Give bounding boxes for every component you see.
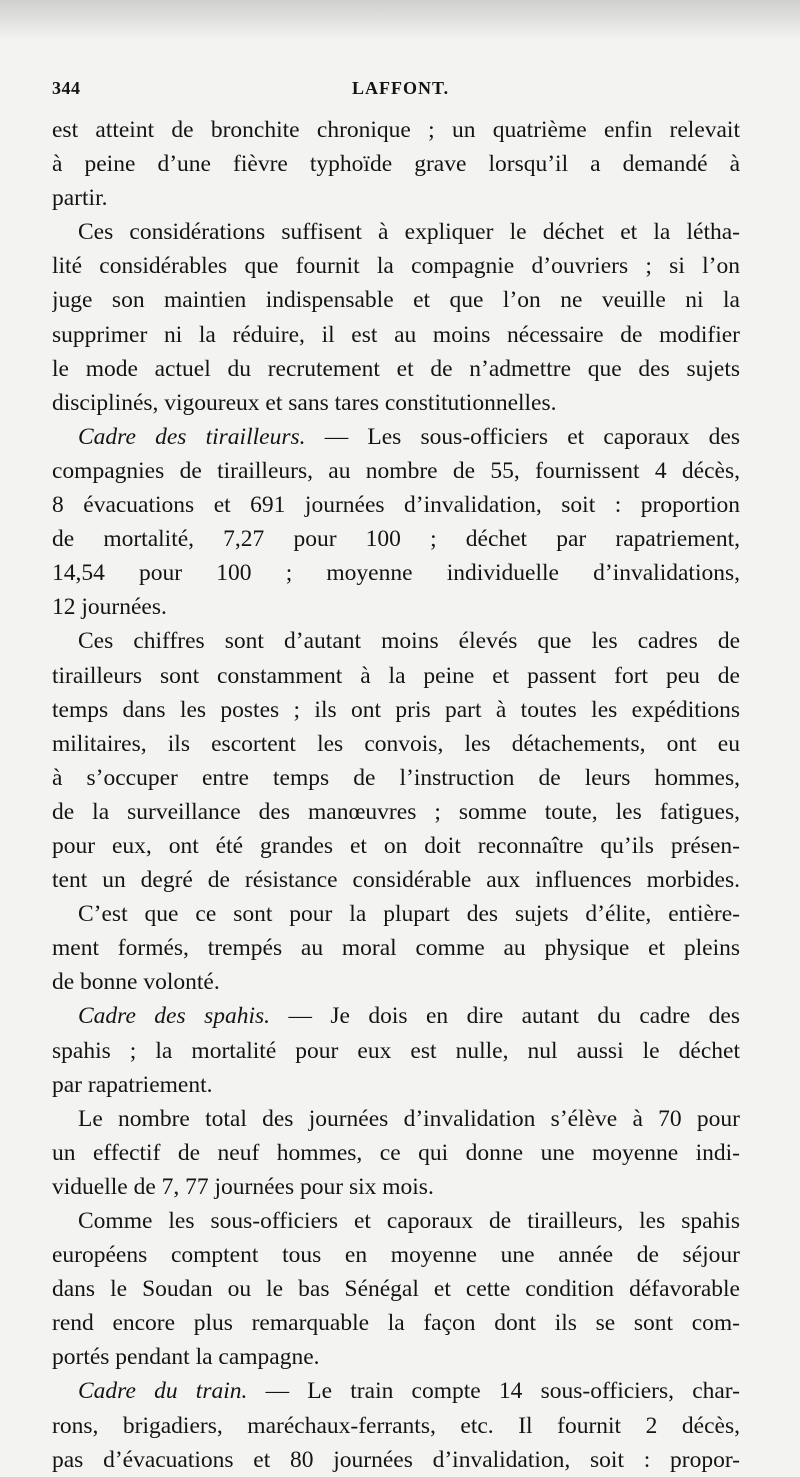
text-line: temps dans les postes ; ils ont pris part à toutes les expéditions [52,696,740,723]
text-line: supprimer ni la réduire, il est au moins nécessaire de modifier [52,321,740,348]
text-line: à peine d’une fièvre typhoïde grave lorsqu’il a demandé à [52,151,740,178]
text-line: de la surveillance des manœuvres ; somme toute, les fatigues, [52,798,740,825]
text-line: 12 journées. [52,594,167,621]
text-line: portés pendant la campagne. [52,1344,320,1371]
text-line: de mortalité, 7,27 pour 100 ; déchet par rapatriement, [52,526,740,553]
section-text-spahis: — Je dois en dire autant du cadre des [270,1003,740,1030]
text-line: compagnies de tirailleurs, au nombre de 55, fournissent 4 décès, [52,457,740,484]
running-title: LAFFONT. [352,78,450,98]
text-line: Comme les sous-officiers et caporaux de tirailleurs, les spahis [78,1208,740,1234]
running-header [52,78,744,104]
section-text-tirailleurs: — Les sous-officiers et caporaux des [305,423,740,450]
text-line: disciplinés, vigoureux et sans tares constitutionnelles. [52,389,557,416]
text-line: juge son maintien indispensable et que l’on ne veuille ni la [52,287,740,314]
section-heading-spahis: Cadre des spahis. [78,1003,271,1030]
text-line: rons, brigadiers, maréchaux-ferrants, etc. Il fournit 2 décès, [52,1412,740,1439]
text-line: européens comptent tous en moyenne une année de séjour [52,1242,740,1269]
text-line: spahis ; la mortalité pour eux est nulle, nul aussi le déchet [52,1037,740,1064]
text-line: lité considérables que fournit la compagnie d’ouvriers ; si l’on [52,253,740,280]
section-heading-train: Cadre du train. [78,1378,248,1405]
text-line: 14,54 pour 100 ; moyenne individuelle d’invalidations, [52,560,740,587]
text-line: le mode actuel du recrutement et de n’admettre que des sujets [52,355,740,382]
section-heading-line [52,999,740,1033]
section-heading-tirailleurs: Cadre des tirailleurs. [78,423,306,450]
text-line: C’est que ce sont pour la plupart des sujets d’élite, entière- [78,901,740,928]
text-line: à s’occuper entre temps de l’instruction de leurs hommes, [52,764,740,791]
text-line: ment formés, trempés au moral comme au physique et pleins [52,935,740,962]
page-top-shadow [0,0,800,40]
page-number: 344 [52,78,81,98]
text-line: tent un degré de résistance considérable aux influences morbides. [52,867,740,894]
text-line: tirailleurs sont constamment à la peine et passent fort peu de [52,662,740,689]
text-line: par rapatriement. [52,1071,213,1098]
text-line: partir. [52,185,108,212]
text-line: Le nombre total des journées d’invalidation s’élève à 70 pour [78,1105,740,1132]
body-text [52,113,740,1477]
text-line: pour eux, ont été grandes et on doit reconnaître qu’ils présen- [52,832,740,859]
section-heading-line [52,1374,740,1408]
text-line: pas d’évacuations et 80 journées d’invalidation, soit : propor- [52,1446,740,1473]
text-line: rend encore plus remarquable la façon dont ils se sont com- [52,1310,740,1337]
text-line: viduelle de 7, 77 journées pour six mois. [52,1173,434,1200]
text-line: un effectif de neuf hommes, ce qui donne une moyenne indi- [52,1139,740,1166]
text-line: militaires, ils escortent les convois, les détachements, ont eu [52,730,740,757]
text-line: Ces considérations suffisent à expliquer le déchet et la létha- [78,219,740,246]
text-line: Ces chiffres sont d’autant moins élevés que les cadres de [78,628,740,655]
text-line: est atteint de bronchite chronique ; un quatrième enfin relevait [52,117,740,143]
section-text-train: — Le train compte 14 sous-officiers, char- [247,1378,740,1405]
text-line: dans le Soudan ou le bas Sénégal et cette condition défavorable [52,1276,740,1303]
text-line: 8 évacuations et 691 journées d’invalidation, soit : proportion [52,492,740,519]
section-heading-line [52,420,740,454]
text-line: de bonne volonté. [52,969,220,996]
